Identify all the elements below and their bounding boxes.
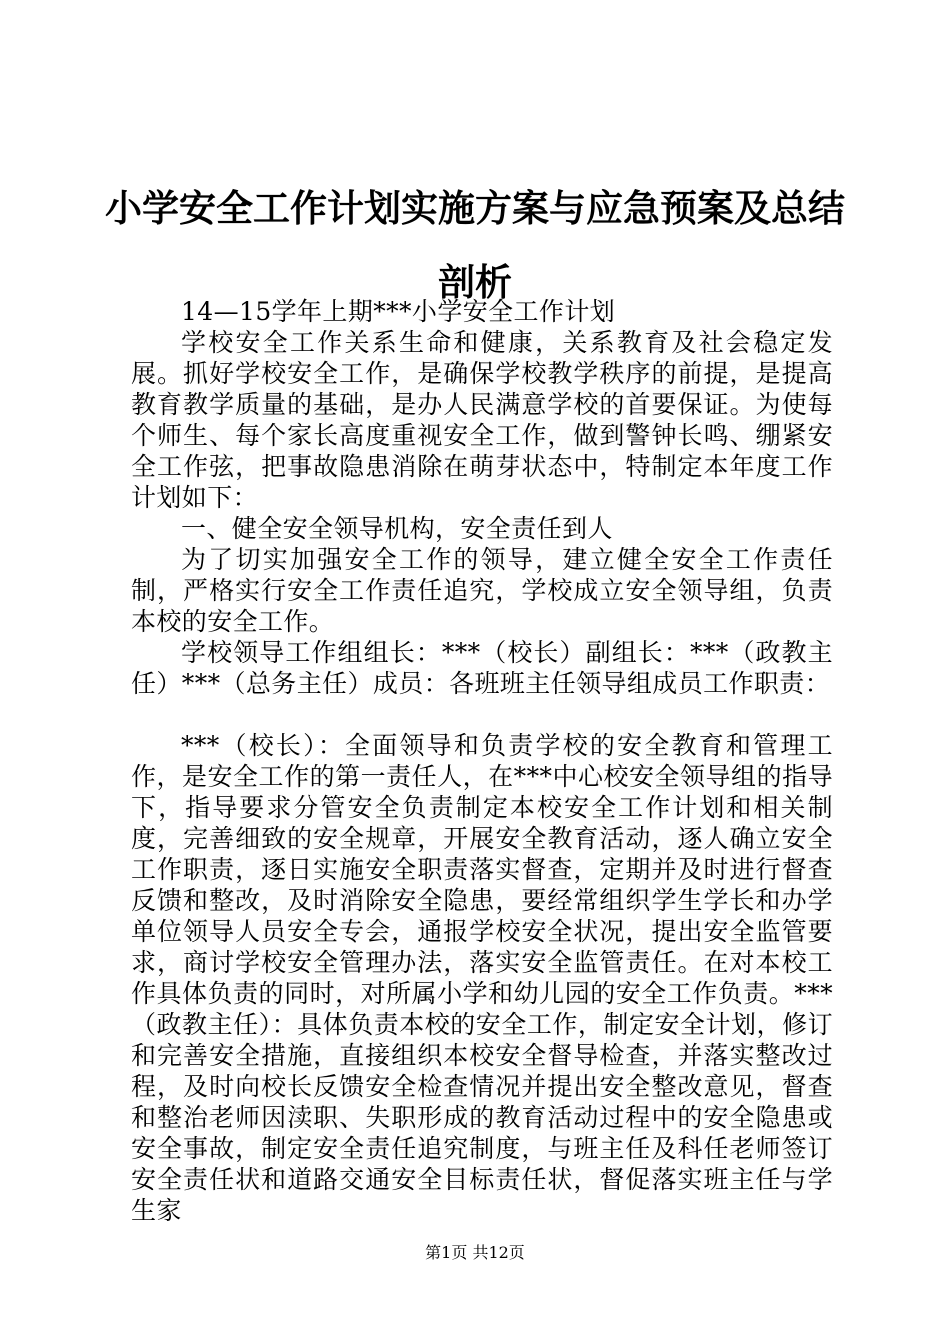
section-heading-1: 一、健全安全领导机构，安全责任到人 [181, 514, 613, 543]
paragraph-intro: 学校安全工作关系生命和健康，关系教育及社会稳定发展。抓好学校安全工作，是确保学校教学秩序的前提，是提高教育教学质量的基础，是办人民满意学校的首要保证。为使每个师生、每个家长高度重视安全工作，做到警钟长鸣、绷紧安全工作弦，把事故隐患消除在萌芽状态中，特制定本年度工作计划如下： [131, 328, 833, 512]
paragraph-duties: ***（校长）：全面领导和负责学校的安全教育和管理工作，是安全工作的第一责任人，在***中心校安全领导组的指导下，指导要求分管安全负责制定本校安全工作计划和相关制度，完善细致的安全规章，开展安全教育活动，逐人确立安全工作职责，逐日实施安全职责落实督查，定期并及时进行督查反馈和整改，及时消除安全隐患，要经常组织学生学长和办学单位领导人员安全专会，通报学校安全状况，提出安全监管要求，商讨学校安全管理办法，落实安全监管责任。在对本校工作具体负责的同时，对所属小学和幼儿园的安全工作负责。***（政教主任）：具体负责本校的安全工作，制定安全计划，修订和完善安全措施，直接组织本校安全督导检查，并落实整改过程，及时向校长反馈安全检查情况并提出安全整改意见，督查和整治老师因渎职、失职形成的教育活动过程中的安全隐患或安全事故，制定安全责任追究制度，与班主任及科任老师签订安全责任状和道路交通安全目标责任状，督促落实班主任与学生家 [131, 731, 833, 1225]
paragraph-group-members: 学校领导工作组组长：***（校长）副组长：***（政教主任）***（总务主任）成员：各班班主任领导组成员工作职责： [131, 638, 833, 698]
page-number: 第1页 共12页 [425, 1243, 525, 1262]
document-title: 小学安全工作计划实施方案与应急预案及总结剖析 [105, 187, 845, 304]
paragraph-leadership: 为了切实加强安全工作的领导，建立健全安全工作责任制，严格实行安全工作责任追究，学校成立安全领导组，负责本校的安全工作。 [131, 545, 833, 636]
paragraph-plan-heading: 14—15学年上期***小学安全工作计划 [181, 297, 616, 326]
document-body [131, 296, 833, 1226]
